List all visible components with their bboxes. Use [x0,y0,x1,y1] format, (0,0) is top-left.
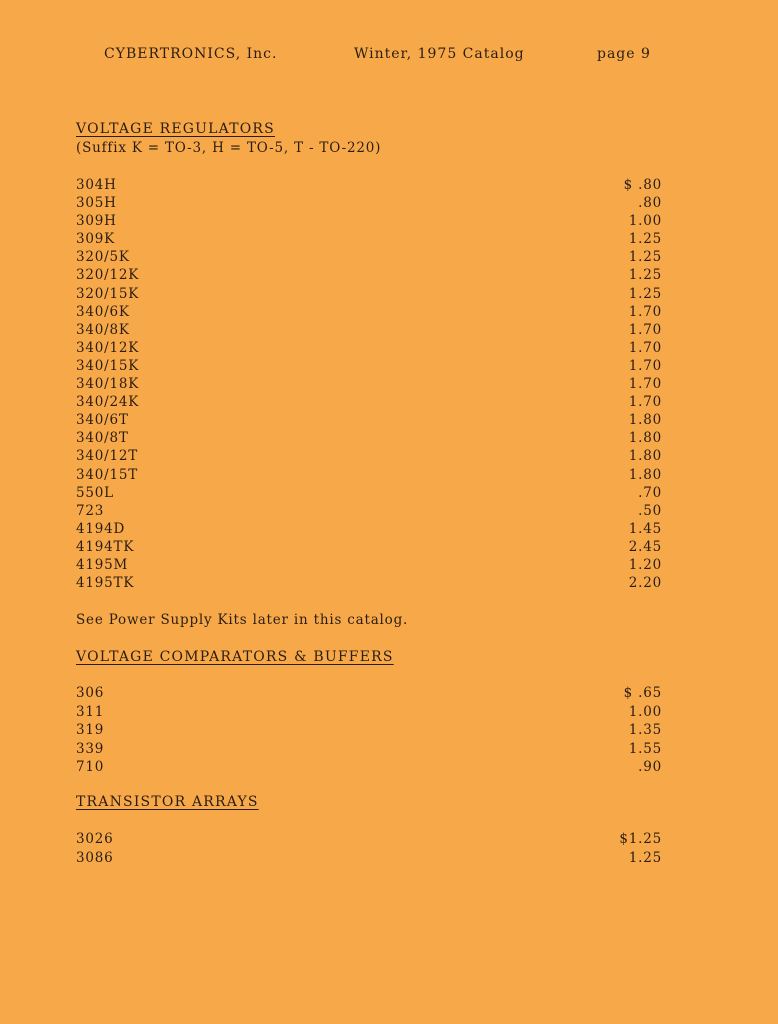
comparators-list [76,684,666,777]
part-number: 3086 [76,849,114,866]
list-item [76,466,666,484]
item-price: 2.20 [628,575,662,592]
part-number: 4195TK [76,575,135,592]
list-item [76,321,666,339]
part-number: 309K [76,231,116,248]
part-number: 340/15T [76,466,139,483]
item-price: 1.35 [628,722,662,738]
list-item [76,339,666,357]
part-number: 340/24K [76,394,140,411]
section-title-voltage-comparators: VOLTAGE COMPARATORS & BUFFERS [76,649,394,665]
item-price: 1.45 [628,520,662,537]
part-number: 311 [76,703,105,720]
item-price: 1.80 [628,448,662,465]
section-title-voltage-regulators: VOLTAGE REGULATORS [76,121,275,137]
item-price: 1.20 [628,556,662,573]
item-price: 1.80 [628,412,662,429]
list-item [76,849,666,868]
part-number: 550L [76,484,114,501]
power-supply-note: See Power Supply Kits later in this catalog. [76,612,409,628]
part-number: 340/6T [76,412,129,429]
part-number: 340/15K [76,357,140,374]
header-page-number: page 9 [597,46,651,62]
part-number: 319 [76,722,105,738]
list-item [76,538,666,556]
item-price: .50 [638,502,662,519]
item-price: 1.70 [628,376,662,393]
arrays-list [76,830,666,867]
list-item [76,758,666,777]
item-price: 2.45 [628,538,662,555]
list-item [76,357,666,375]
list-item [76,721,666,740]
list-item [76,429,666,447]
part-number: 320/15K [76,285,140,302]
list-item [76,684,666,703]
item-price: 1.70 [628,357,662,374]
list-item [76,303,666,321]
part-number: 305H [76,195,117,212]
part-number: 306 [76,685,105,701]
list-item [76,176,666,194]
part-number: 340/12T [76,448,139,465]
part-number: 710 [76,759,105,775]
list-item [76,556,666,574]
item-price: 1.70 [628,394,662,411]
list-item [76,484,666,502]
regulators-list [76,176,666,592]
list-item [76,266,666,284]
list-item [76,830,666,849]
list-item [76,230,666,248]
page-header [104,46,664,66]
part-number: 304H [76,177,117,193]
header-catalog: Winter, 1975 Catalog [354,46,525,62]
part-number: 339 [76,740,105,757]
item-price: $ .65 [623,685,662,701]
item-price: 1.25 [628,267,662,284]
list-item [76,502,666,520]
item-price: $1.25 [619,831,662,847]
section-title-transistor-arrays: TRANSISTOR ARRAYS [76,794,259,810]
part-number: 309H [76,213,117,230]
list-item [76,212,666,230]
list-item [76,285,666,303]
item-price: 1.70 [628,339,662,356]
item-price: 1.70 [628,321,662,338]
item-price: 1.80 [628,430,662,447]
part-number: 340/8K [76,321,130,338]
list-item [76,574,666,592]
list-item [76,703,666,722]
part-number: 723 [76,502,105,519]
part-number: 340/18K [76,376,140,393]
item-price: 1.80 [628,466,662,483]
list-item [76,194,666,212]
part-number: 4194D [76,520,126,537]
item-price: $ .80 [623,177,662,193]
item-price: .90 [638,759,662,775]
part-number: 340/6K [76,303,130,320]
item-price: .80 [638,195,662,212]
item-price: 1.25 [628,231,662,248]
item-price: 1.00 [628,213,662,230]
item-price: 1.25 [628,849,662,866]
list-item [76,248,666,266]
part-number: 340/12K [76,339,140,356]
list-item [76,740,666,759]
section-suffix-note: (Suffix K = TO-3, H = TO-5, T - TO-220) [76,140,382,156]
item-price: 1.55 [628,740,662,757]
list-item [76,520,666,538]
item-price: 1.25 [628,285,662,302]
item-price: 1.25 [628,249,662,266]
part-number: 4194TK [76,538,135,555]
part-number: 320/12K [76,267,140,284]
item-price: 1.70 [628,303,662,320]
item-price: .70 [638,484,662,501]
list-item [76,375,666,393]
part-number: 3026 [76,831,114,847]
list-item [76,393,666,411]
part-number: 340/8T [76,430,129,447]
part-number: 4195M [76,556,129,573]
header-company: CYBERTRONICS, Inc. [104,46,278,62]
list-item [76,411,666,429]
list-item [76,447,666,465]
part-number: 320/5K [76,249,130,266]
item-price: 1.00 [628,703,662,720]
